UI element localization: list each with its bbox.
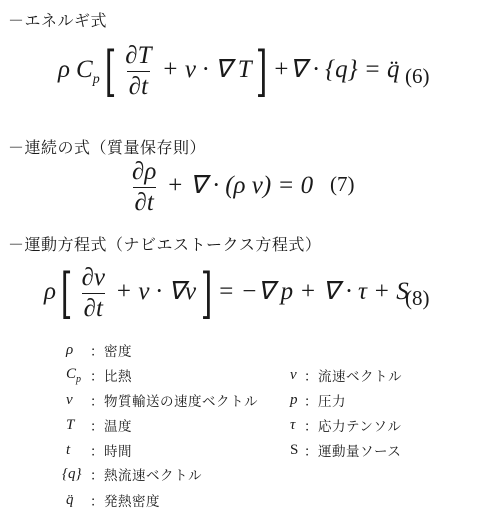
inner-terms: + v · ∇v	[115, 278, 197, 306]
energy-equation-heading: －エネルギ式	[8, 11, 108, 30]
outer-terms: +∇ · {q} = q̈	[272, 56, 400, 84]
fraction-numerator: ∂v	[81, 264, 106, 291]
legend-item-time	[66, 440, 132, 460]
legend-symbol: v	[290, 366, 297, 383]
inner-terms: + v · ∇ T	[161, 56, 252, 84]
fraction-numerator: ∂ρ	[132, 158, 157, 185]
fraction-denominator: ∂t	[134, 189, 154, 216]
legend-item-heat-generation	[66, 490, 160, 510]
legend-symbol: v	[66, 391, 73, 408]
legend-symbol: {q}	[62, 465, 82, 482]
navier-stokes-equation	[44, 261, 409, 325]
continuity-equation-heading: －連続の式（質量保存則）	[8, 138, 207, 157]
legend-item-temperature	[66, 415, 132, 435]
c-symbol: C	[76, 56, 93, 84]
legend-symbol: ρ	[66, 341, 74, 358]
legend-symbol: $C_p$	[66, 365, 82, 385]
legend-description: ：運動量ソース	[304, 444, 402, 460]
legend-item-transport-velocity	[66, 390, 258, 410]
fraction-denominator: ∂t	[83, 295, 103, 322]
legend-item-stress-tensor	[290, 415, 401, 435]
legend-symbol: T	[66, 416, 75, 433]
legend-item-flow-velocity	[290, 365, 402, 385]
right-bracket: ]	[201, 261, 213, 325]
rho-symbol: ρ	[44, 278, 56, 306]
legend-symbol: p	[290, 391, 298, 408]
left-bracket: [	[60, 261, 73, 325]
navier-stokes-heading: －運動方程式（ナビエストークス方程式）	[8, 235, 322, 254]
legend-item-specific-heat	[66, 365, 132, 385]
legend-description: ：温度	[90, 419, 132, 435]
legend-symbol: q̈	[66, 491, 74, 508]
equation-number-7: (7)	[330, 172, 355, 196]
rho-symbol: ρ	[58, 56, 70, 84]
outer-terms: = −∇ p + ∇ · τ + S	[217, 278, 409, 306]
legend-description: ：密度	[90, 344, 132, 360]
right-bracket: ]	[256, 39, 268, 103]
legend-description: ：圧力	[304, 394, 346, 410]
partial-fraction	[80, 264, 107, 323]
legend-item-density	[66, 340, 132, 360]
legend-description: ：発熱密度	[90, 494, 160, 510]
energy-equation	[58, 39, 400, 103]
legend-description: ：比熱	[90, 369, 132, 385]
continuity-equation	[128, 158, 313, 217]
legend-symbol: S	[290, 441, 299, 458]
equation-number-6: (6)	[405, 64, 430, 88]
legend-item-pressure	[290, 390, 346, 410]
legend-symbol: τ	[290, 416, 296, 433]
partial-fraction	[130, 158, 158, 217]
legend-description: ：応力テンソル	[304, 419, 402, 435]
fraction-denominator: ∂t	[128, 73, 149, 100]
legend-item-momentum-source	[290, 440, 401, 460]
legend-description: ：時間	[90, 444, 132, 460]
legend-description: ：熱流速ベクトル	[90, 468, 202, 484]
legend-item-heat-flux	[62, 464, 202, 484]
fraction-numerator: ∂T	[125, 42, 152, 69]
partial-fraction	[123, 42, 153, 101]
legend-description: ：流速ベクトル	[304, 369, 402, 385]
p-subscript: p	[92, 72, 100, 88]
continuity-terms: + ∇ · (ρ v) = 0	[166, 172, 314, 200]
legend-symbol: t	[66, 441, 71, 458]
left-bracket: [	[104, 39, 117, 103]
equation-number-8: (8)	[405, 286, 430, 310]
legend-description: ：物質輸送の速度ベクトル	[90, 394, 258, 410]
